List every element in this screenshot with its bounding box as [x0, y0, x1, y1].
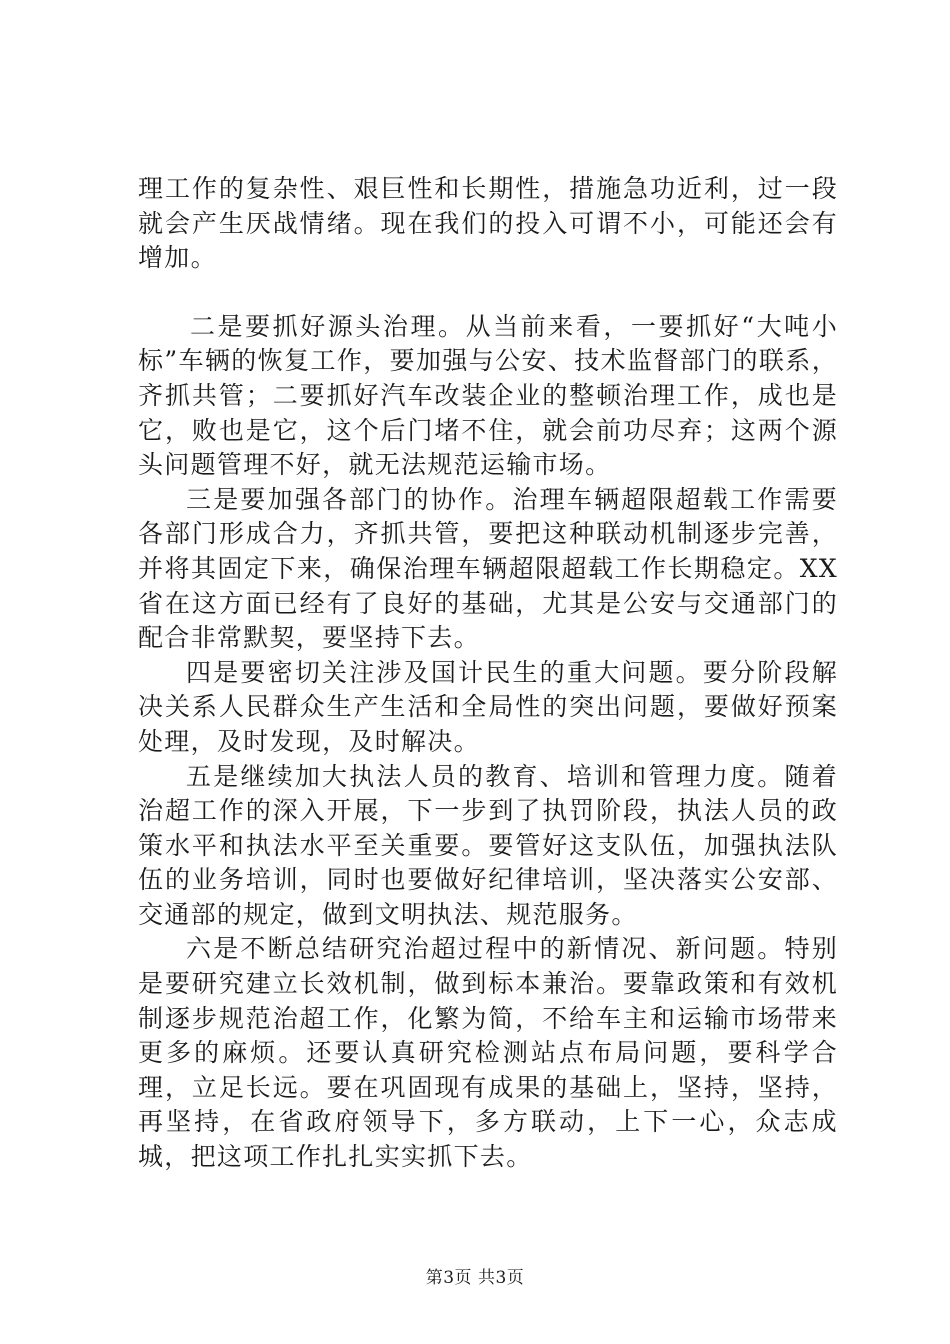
paragraph-2-source-governance: 二是要抓好源头治理。从当前来看，一要抓好“大吨小标”车辆的恢复工作，要加强与公安、技术监督部门的联系，齐抓共管；二要抓好汽车改装企业的整顿治理工作，成也是它，败也是它，这个后门堵不住，就会前功尽弃；这两个源头问题管理不好，就无法规范运输市场。: [138, 311, 838, 480]
paragraph-continuation: 理工作的复杂性、艰巨性和长期性，措施急功近利，过一段就会产生厌战情绪。现在我们的投入可谓不小，可能还会有增加。: [138, 174, 838, 273]
document-body: [138, 172, 838, 1175]
page-footer: 第3页 共3页: [425, 1268, 525, 1288]
paragraph-5-enforcement-training: 五是继续加大执法人员的教育、培训和管理力度。随着治超工作的深入开展，下一步到了执罚阶段，执法人员的政策水平和执法水平至关重要。要管好这支队伍，加强执法队伍的业务培训，同时也要做好纪律培训，坚决落实公安部、交通部的规定，做到文明执法、规范服务。: [138, 761, 838, 929]
paragraph-4-livelihood-issues: 四是要密切关注涉及国计民生的重大问题。要分阶段解决关系人民群众生产生活和全局性的突出问题，要做好预案处理，及时发现，及时解决。: [138, 657, 838, 756]
paragraph-3-department-coordination: 三是要加强各部门的协作。治理车辆超限超载工作需要各部门形成合力，齐抓共管，要把这种联动机制逐步完善，并将其固定下来，确保治理车辆超限超载工作长期稳定。XX省在这方面已经有了良好的基础，尤其是公安与交通部门的配合非常默契，要坚持下去。: [138, 484, 838, 653]
paragraph-6-long-term-mechanism: 六是不断总结研究治超过程中的新情况、新问题。特别是要研究建立长效机制，做到标本兼治。要靠政策和有效机制逐步规范治超工作，化繁为简，不给车主和运输市场带来更多的麻烦。还要认真研究检测站点布局问题，要科学合理，立足长远。要在巩固现有成果的基础上，坚持，坚持，再坚持，在省政府领导下，多方联动，上下一心，众志成城，把这项工作扎扎实实抓下去。: [138, 934, 838, 1172]
